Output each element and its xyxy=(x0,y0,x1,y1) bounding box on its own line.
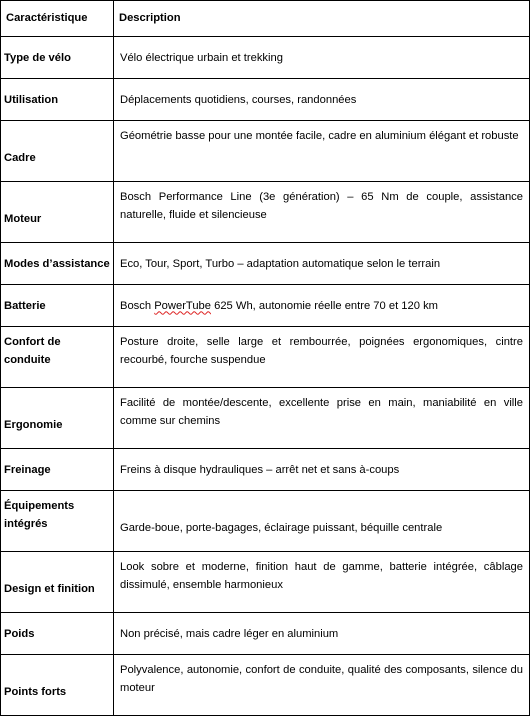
row-label: Freinage xyxy=(1,449,114,491)
table-row xyxy=(1,388,530,449)
row-description: Polyvalence, autonomie, confort de conduite, qualité des composants, silence du moteur xyxy=(114,655,530,716)
header-row xyxy=(1,1,530,37)
table-row xyxy=(1,121,530,182)
row-label: Cadre xyxy=(1,121,114,182)
row-description: Facilité de montée/descente, excellente prise en main, maniabilité en ville comme sur chemins xyxy=(114,388,530,449)
table-row xyxy=(1,613,530,655)
row-label: Confort de conduite xyxy=(1,327,114,388)
row-label: Moteur xyxy=(1,182,114,243)
row-label: Design et finition xyxy=(1,552,114,613)
row-description: Géométrie basse pour une montée facile, cadre en aluminium élégant et robuste xyxy=(114,121,530,182)
table-row xyxy=(1,79,530,121)
table-row xyxy=(1,285,530,327)
row-description: Posture droite, selle large et rembourrée, poignées ergonomiques, cintre recourbé, fourche suspendue xyxy=(114,327,530,388)
header-caracteristique: Caractéristique xyxy=(1,1,114,37)
row-description: Freins à disque hydrauliques – arrêt net et sans à-coups xyxy=(114,449,530,491)
row-label: Batterie xyxy=(1,285,114,327)
table-row xyxy=(1,491,530,552)
spellcheck-flagged-word: PowerTube xyxy=(154,299,211,312)
table-row xyxy=(1,655,530,716)
header-description: Description xyxy=(114,1,530,37)
row-description xyxy=(114,285,530,327)
desc-part: Bosch xyxy=(120,299,155,312)
row-label: Type de vélo xyxy=(1,37,114,79)
row-description: Non précisé, mais cadre léger en aluminium xyxy=(114,613,530,655)
row-description: Look sobre et moderne, finition haut de gamme, batterie intégrée, câblage dissimulé, ensemble harmonieux xyxy=(114,552,530,613)
desc-part: 625 Wh, autonomie réelle entre 70 et 120 km xyxy=(211,299,438,312)
row-label: Poids xyxy=(1,613,114,655)
row-label: Ergonomie xyxy=(1,388,114,449)
row-description: Vélo électrique urbain et trekking xyxy=(114,37,530,79)
row-description: Bosch Performance Line (3e génération) – 65 Nm de couple, assistance naturelle, fluide et silencieuse xyxy=(114,182,530,243)
table-row xyxy=(1,243,530,285)
row-description: Garde-boue, porte-bagages, éclairage puissant, béquille centrale xyxy=(114,491,530,552)
table-row xyxy=(1,327,530,388)
table-row xyxy=(1,37,530,79)
row-label: Utilisation xyxy=(1,79,114,121)
row-label: Points forts xyxy=(1,655,114,716)
row-label: Équipements intégrés xyxy=(1,491,114,552)
table-row xyxy=(1,552,530,613)
row-description: Eco, Tour, Sport, Turbo – adaptation automatique selon le terrain xyxy=(114,243,530,285)
row-description: Déplacements quotidiens, courses, randonnées xyxy=(114,79,530,121)
table-row xyxy=(1,182,530,243)
table-row xyxy=(1,449,530,491)
row-label: Modes d’assistance xyxy=(1,243,114,285)
